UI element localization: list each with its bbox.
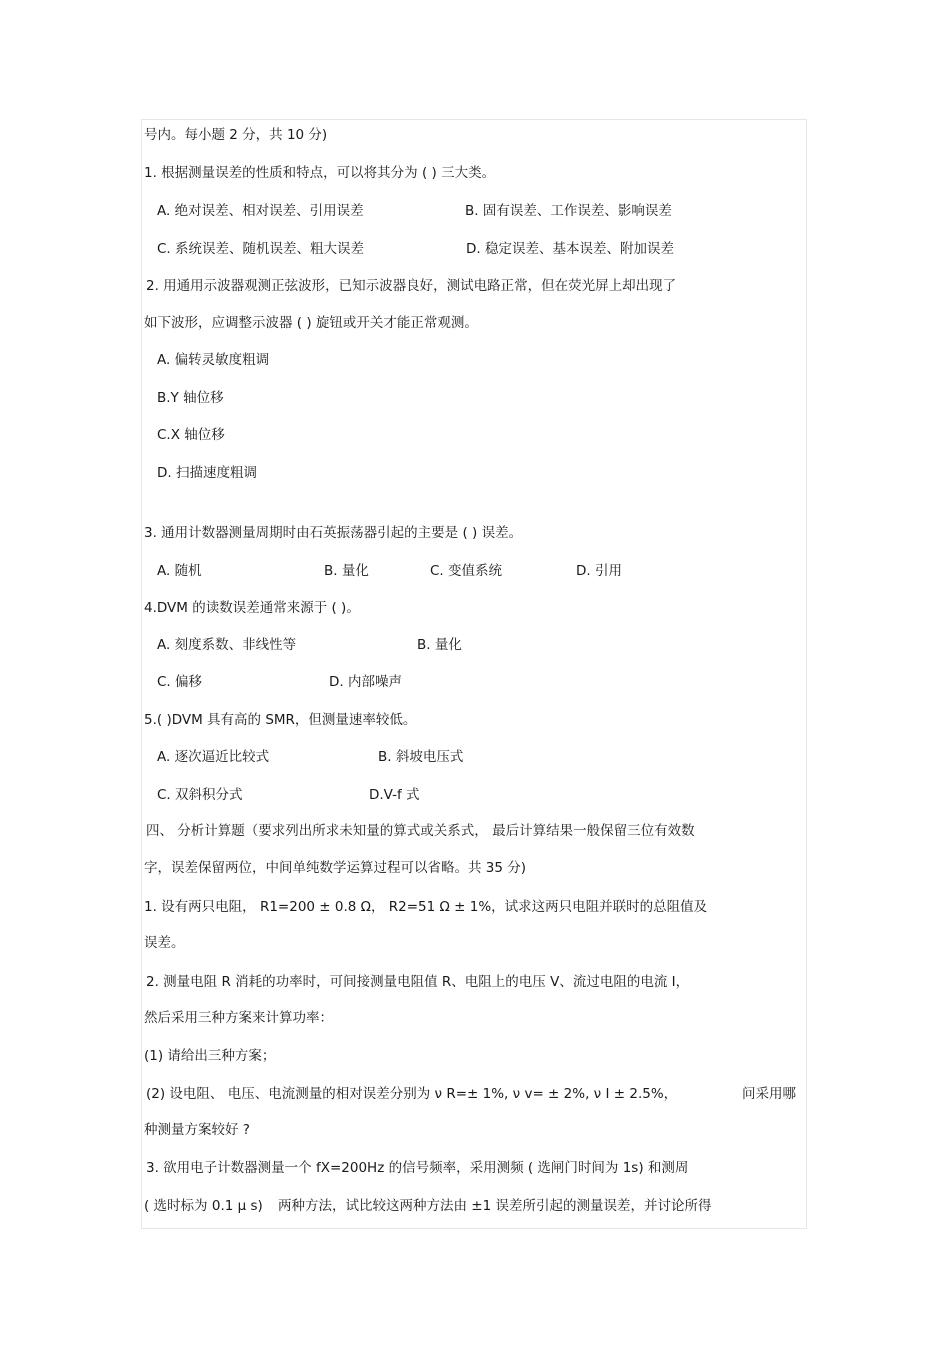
calc-question-2-part-2-line-1: (2) 设电阻、 电压、电流测量的相对误差分别为 ν R=± 1%, ν v= ± 2%, ν I ± 2.5%， (146, 1086, 678, 1102)
q5-option-d: D.V-f 式 (369, 787, 420, 803)
q5-option-a: A. 逐次逼近比较式 (157, 749, 270, 765)
section-4-heading-line-1: 四、 分析计算题（要求列出所求未知量的算式或关系式， 最后计算结果一般保留三位有效数 (146, 823, 695, 839)
calc-question-2-line-2: 然后采用三种方案来计算功率： (144, 1010, 333, 1026)
section-4-heading-line-2: 字，误差保留两位，中间单纯数学运算过程可以省略。共 35 分) (144, 860, 527, 876)
calc-question-2-part-1: (1) 请给出三种方案； (144, 1048, 276, 1064)
q1-option-c: C. 系统误差、随机误差、粗大误差 (157, 241, 365, 257)
question-1: 1. 根据测量误差的性质和特点，可以将其分为 ( ) 三大类。 (144, 165, 496, 181)
calc-question-2-part-2-line-2: 种测量方案较好 ? (144, 1122, 250, 1138)
q3-option-c: C. 变值系统 (430, 563, 503, 579)
calc-question-2-line-1: 2. 测量电阻 R 消耗的功率时，可间接测量电阻值 R、电阻上的电压 V、流过电阻的电流 I， (146, 974, 690, 990)
q4-option-d: D. 内部噪声 (329, 674, 402, 690)
q5-option-c: C. 双斜积分式 (157, 787, 243, 803)
q4-option-b: B. 量化 (417, 637, 462, 653)
q3-option-a: A. 随机 (157, 563, 202, 579)
question-2-line-2: 如下波形，应调整示波器 ( ) 旋钮或开关才能正常观测。 (144, 315, 478, 331)
q2-option-a: A. 偏转灵敏度粗调 (157, 352, 270, 368)
calc-question-1-line-2: 误差。 (144, 935, 185, 951)
q4-option-c: C. 偏移 (157, 674, 203, 690)
calc-question-2-part-2-overlap: 问采用哪 (742, 1086, 796, 1102)
q3-option-d: D. 引用 (576, 563, 622, 579)
q1-option-b: B. 固有误差、工作误差、影响误差 (465, 203, 672, 219)
question-2-line-1: 2. 用通用示波器观测正弦波形，已知示波器良好，测试电路正常，但在荧光屏上却出现了 (146, 278, 677, 294)
q1-option-d: D. 稳定误差、基本误差、附加误差 (466, 241, 674, 257)
calc-question-1-line-1: 1. 设有两只电阻， R1=200 ± 0.8 Ω， R2=51 Ω ± 1%，试求这两只电阻并联时的总阻值及 (144, 899, 708, 915)
question-3: 3. 通用计数器测量周期时由石英振荡器引起的主要是 ( ) 误差。 (144, 525, 523, 541)
question-5: 5.( )DVM 具有高的 SMR，但测量速率较低。 (144, 712, 417, 728)
question-4: 4.DVM 的读数误差通常来源于 ( )。 (144, 600, 360, 616)
q1-option-a: A. 绝对误差、相对误差、引用误差 (157, 203, 364, 219)
section-header-tail: 号内。每小题 2 分，共 10 分) (144, 127, 328, 143)
q3-option-b: B. 量化 (324, 563, 369, 579)
q2-option-b: B.Y 轴位移 (157, 390, 224, 406)
calc-question-3-line-2b: 两种方法，试比较这两种方法由 ±1 误差所引起的测量误差，并讨论所得 (278, 1198, 712, 1214)
q4-option-a: A. 刻度系数、非线性等 (157, 637, 297, 653)
q2-option-c: C.X 轴位移 (157, 427, 225, 443)
calc-question-3-line-2a: ( 选时标为 0.1 μ s) (144, 1198, 263, 1214)
q5-option-b: B. 斜坡电压式 (378, 749, 464, 765)
q2-option-d: D. 扫描速度粗调 (157, 465, 257, 481)
calc-question-3-line-1: 3. 欲用电子计数器测量一个 fX=200Hz 的信号频率，采用测频 ( 选闸门时间为 1s) 和测周 (146, 1160, 689, 1176)
